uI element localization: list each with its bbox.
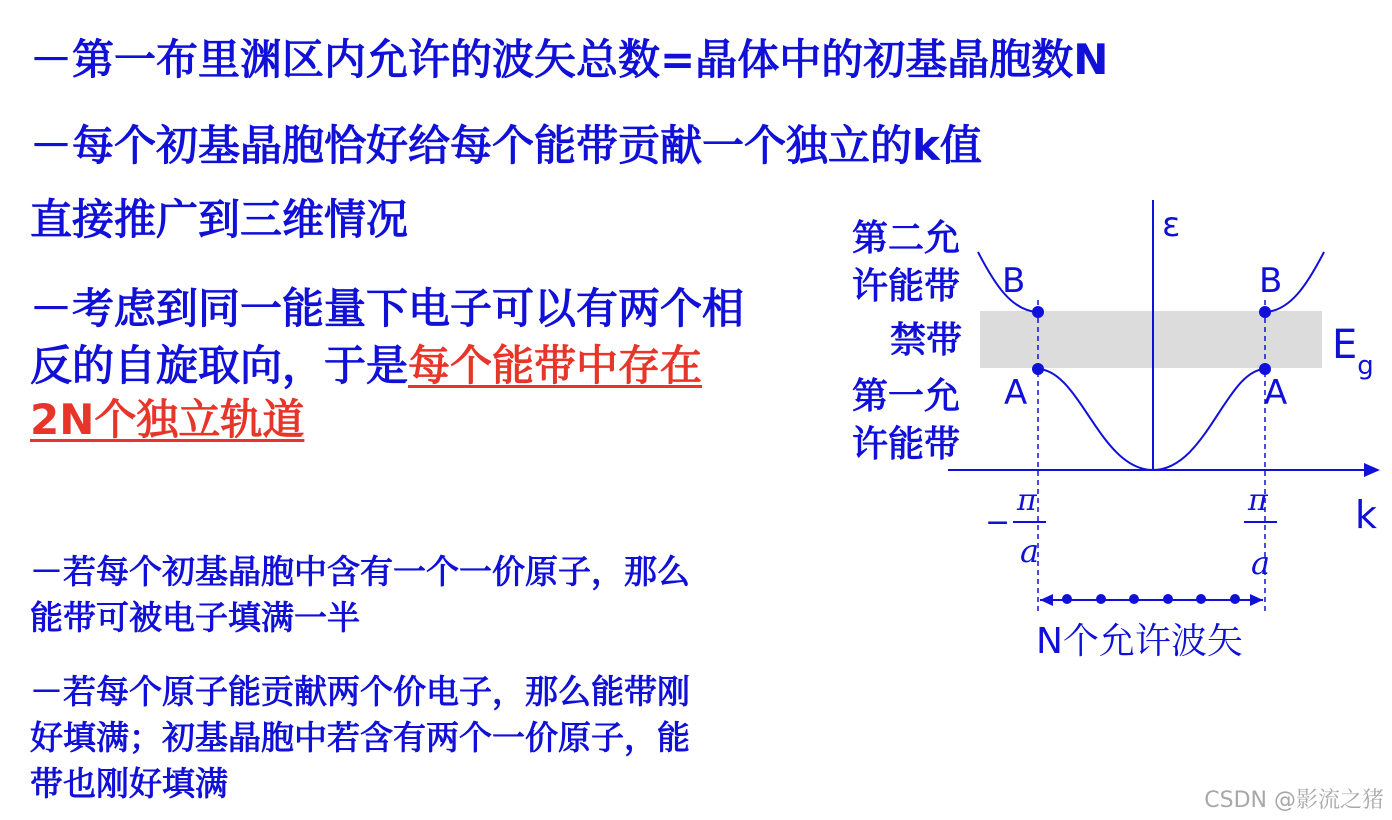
text-line-4b-plain: 反的自旋取向，于是 — [30, 341, 409, 390]
small-line-2b: 好填满；初基晶胞中若含有两个一价原子，能 — [30, 718, 690, 757]
k-dot — [1230, 594, 1240, 604]
right-a: a — [1251, 544, 1271, 582]
first-band-curve — [1038, 369, 1265, 470]
text-line-3: 直接推广到三维情况 — [30, 195, 409, 244]
right-pi: π — [1248, 483, 1268, 518]
small-line-1b: 能带可被电子填满一半 — [30, 598, 360, 637]
point-b-left — [1032, 306, 1044, 318]
small-line-2a: －若每个原子能贡献两个价电子，那么能带刚 — [30, 672, 690, 711]
text-line-4a: －考虑到同一能量下电子可以有两个相 — [30, 284, 745, 333]
k-axis-arrow — [1364, 463, 1380, 477]
range-arrow-left — [1040, 594, 1053, 606]
range-arrow-right — [1250, 594, 1263, 606]
left-a: a — [1020, 532, 1040, 570]
energy-axis-label: ε — [1162, 205, 1181, 245]
first-band-label-1: 第一允 — [852, 376, 961, 417]
k-dot — [1163, 594, 1173, 604]
point-a-left — [1032, 363, 1044, 375]
second-band-label-2: 许能带 — [852, 266, 961, 307]
first-band-label-2: 许能带 — [852, 424, 961, 465]
left-pi: π — [1017, 483, 1037, 518]
small-line-2c: 带也刚好填满 — [30, 764, 228, 803]
small-line-1a: －若每个初基晶胞中含有一个一价原子，那么 — [30, 552, 690, 591]
gap-band — [980, 311, 1322, 368]
point-b-right — [1259, 306, 1271, 318]
gap-energy-symbol: E — [1332, 322, 1358, 368]
gap-energy-subscript: g — [1357, 351, 1374, 381]
label-a-left: A — [1004, 373, 1028, 413]
label-a-right: A — [1264, 373, 1288, 413]
text-line-4b-red: 每个能带中存在 — [408, 341, 703, 390]
label-b-right: B — [1259, 261, 1283, 301]
k-dot — [1096, 594, 1106, 604]
neg-sign: − — [985, 505, 1011, 540]
k-dot — [1196, 594, 1206, 604]
k-axis-label: k — [1355, 493, 1378, 537]
second-band-label-1: 第二允 — [852, 218, 961, 259]
label-b-left: B — [1002, 261, 1026, 301]
gap-energy-label — [1332, 322, 1374, 381]
text-line-1: －第一布里渊区内允许的波矢总数=晶体中的初基晶胞数N — [30, 35, 1109, 84]
k-dot — [1129, 594, 1139, 604]
watermark: CSDN @影流之猪 — [1204, 788, 1384, 813]
text-line-4c-red: 2N个独立轨道 — [30, 395, 305, 444]
text-line-2: －每个初基晶胞恰好给每个能带贡献一个独立的k值 — [30, 121, 982, 170]
k-dot — [1062, 594, 1072, 604]
gap-label: 禁带 — [890, 320, 963, 361]
n-allowed-label: N个允许波矢 — [1036, 621, 1243, 662]
